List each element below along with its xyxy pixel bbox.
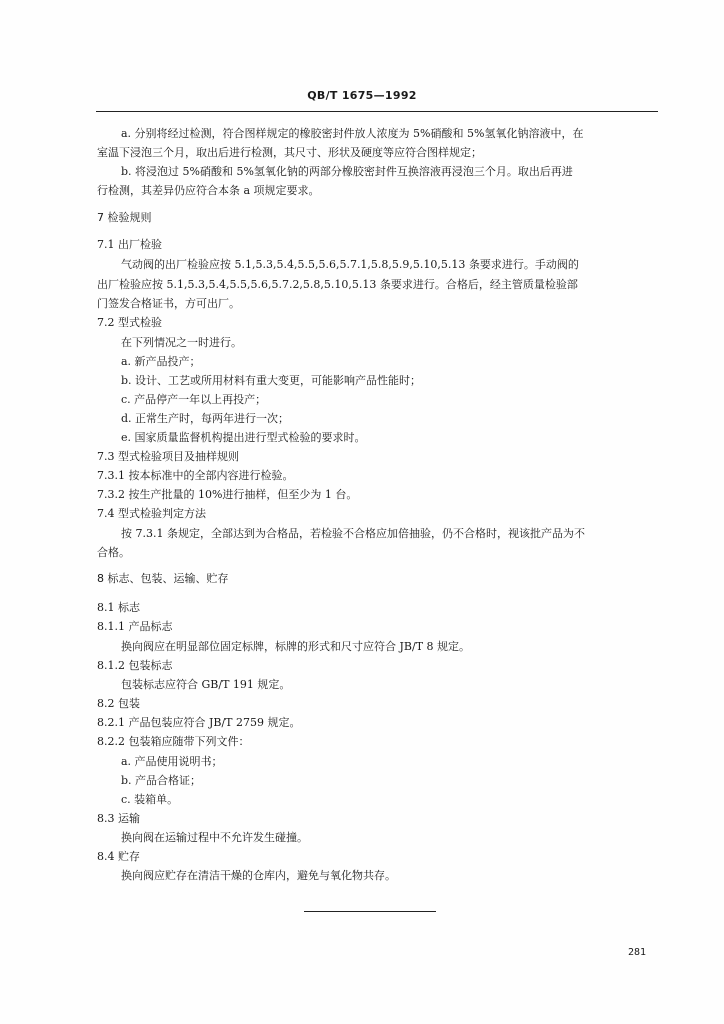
item-b-line-2: 行检测，其差异仍应符合本条 a 项规定要求。 (97, 184, 320, 197)
section-8-2-1: 8.2.1 产品包装应符合 JB/T 2759 规定。 (97, 716, 301, 729)
para-8-3: 换向阀在运输过程中不允许发生碰撞。 (121, 831, 308, 844)
section-7-4-heading: 7.4 型式检验判定方法 (97, 507, 206, 520)
list-item-d: d. 正常生产时，每两年进行一次； (121, 412, 290, 425)
section-7-3-heading: 7.3 型式检验项目及抽样规则 (97, 450, 239, 463)
item-a-line-2: 室温下浸泡三个月，取出后进行检测，其尺寸、形状及硬度等应符合图样规定； (97, 146, 482, 159)
list-item-a: a. 新产品投产； (121, 355, 201, 368)
section-7-3-2: 7.3.2 按生产批量的 10%进行抽样，但至少为 1 台。 (97, 488, 358, 501)
page-number: 281 (628, 947, 647, 958)
para-7-2-intro: 在下列情况之一时进行。 (121, 336, 242, 349)
section-8-1-heading: 8.1 标志 (97, 601, 140, 614)
section-8-heading: 8 标志、包装、运输、贮存 (97, 572, 229, 585)
section-8-3-heading: 8.3 运输 (97, 812, 140, 825)
item-b-line-1: b. 将浸泡过 5%硝酸和 5%氢氧化钠的两部分橡胶密封件互换溶液再浸泡三个月。取出后再进 (121, 165, 573, 178)
para-8-4: 换向阀应贮存在清洁干燥的仓库内，避免与氧化物共存。 (121, 869, 396, 882)
list-item-e: e. 国家质量监督机构提出进行型式检验的要求时。 (121, 431, 366, 444)
section-8-1-1-heading: 8.1.1 产品标志 (97, 620, 173, 633)
section-7-heading: 7 检验规则 (97, 211, 152, 224)
list-item-b: b. 设计、工艺或所用材料有重大变更，可能影响产品性能时； (121, 374, 422, 387)
end-rule (304, 911, 436, 912)
section-8-2-heading: 8.2 包装 (97, 697, 140, 710)
para-8-1-2: 包装标志应符合 GB/T 191 规定。 (121, 678, 291, 691)
section-7-1-heading: 7.1 出厂检验 (97, 238, 162, 251)
list-item-c: c. 产品停产一年以上再投产； (121, 393, 267, 406)
para-7-1-line-2: 出厂检验应按 5.1,5.3,5.4,5.5,5.6,5.7.2,5.8,5.10,5.13 条要求进行。合格后，经主管质量检验部 (97, 278, 578, 291)
doc-list-item-b: b. 产品合格证； (121, 774, 202, 787)
section-7-3-1: 7.3.1 按本标准中的全部内容进行检验。 (97, 469, 294, 482)
section-7-2-heading: 7.2 型式检验 (97, 316, 162, 329)
doc-list-item-c: c. 装箱单。 (121, 793, 179, 806)
para-7-1-line-3: 门签发合格证书，方可出厂。 (97, 297, 240, 310)
para-7-1-line-1: 气动阀的出厂检验应按 5.1,5.3,5.4,5.5,5.6,5.7.1,5.8,5.9,5.10,5.13 条要求进行。手动阀的 (121, 258, 579, 271)
para-7-4-line-2: 合格。 (97, 546, 130, 559)
doc-list-item-a: a. 产品使用说明书； (121, 755, 223, 768)
para-8-1-1: 换向阀应在明显部位固定标牌，标牌的形式和尺寸应符合 JB/T 8 规定。 (121, 640, 471, 653)
section-8-2-2: 8.2.2 包装箱应随带下列文件： (97, 735, 250, 748)
page-header-standard-code: QB/T 1675—1992 (307, 89, 417, 102)
item-a-line-1: a. 分别将经过检测，符合图样规定的橡胶密封件放人浓度为 5%硝酸和 5%氢氧化钠溶液中，在 (121, 127, 584, 140)
section-8-1-2-heading: 8.1.2 包装标志 (97, 659, 173, 672)
section-8-4-heading: 8.4 贮存 (97, 850, 140, 863)
para-7-4-line-1: 按 7.3.1 条规定，全部达到为合格品，若检验不合格应加倍抽验，仍不合格时，视该批产品为不 (121, 527, 585, 540)
